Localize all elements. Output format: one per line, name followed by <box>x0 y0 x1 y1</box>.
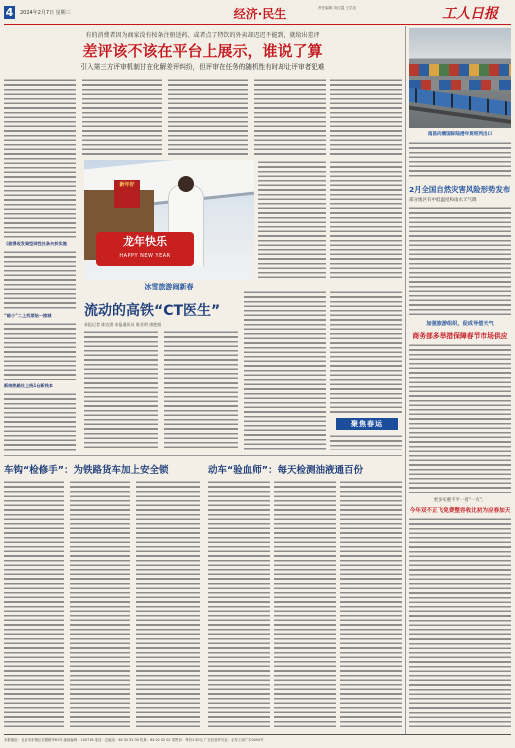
focus-tag <box>336 418 398 430</box>
coupler-body-col1 <box>4 480 64 730</box>
lead-kicker: 有的消费者因为商家没有按条注册送药、或者点了特饮的外卖却迟迟不能到，就给出差评 <box>85 32 320 39</box>
lead-body-col2 <box>82 78 162 156</box>
right-column-divider <box>405 26 406 734</box>
doctor-body-col4b <box>330 434 402 450</box>
lead-body-col4b <box>258 160 326 280</box>
lead-subheading-3: 新纳热路社上线1台新栈本 <box>4 383 53 388</box>
oil-body-col2 <box>274 480 336 730</box>
disaster-headline: 2月全国自然灾害风险形势发布 <box>409 185 511 194</box>
footer-info: 本报地址：北京市东城区安德路甲61号 邮政编码：100718 电话：总编室：64 02 52 00 传真：64 02 52 02 零售价：每份1.50元 广告经营许可证：京东工商广字0054号 <box>4 738 264 742</box>
beauty-kicker: 更多实惠不平一省“一方”， <box>433 498 487 503</box>
lead-body-col1d <box>4 392 76 452</box>
new-year-banner: 新年好 <box>114 180 140 208</box>
doctor-body-col3 <box>244 290 326 450</box>
lead-body-col1c <box>4 322 76 380</box>
issue-date: 2024年2月7日 星期三 <box>20 10 71 16</box>
beauty-headline: 今年双不正飞免费整容收比初为应春加天 <box>409 508 511 514</box>
snow-ground <box>84 266 254 280</box>
disaster-body <box>409 206 511 316</box>
doctor-body-col1 <box>84 330 158 450</box>
oil-body-col1 <box>208 480 270 730</box>
greeting-sign <box>96 232 194 266</box>
train-photo <box>409 28 511 128</box>
oil-body-col3 <box>340 480 402 730</box>
commerce-headline: 商务部多举措保障春节市场供应 <box>412 332 508 340</box>
disaster-subhead: 部分地区有中低温度和雨水天气降 <box>409 198 477 203</box>
header-rule <box>4 24 511 25</box>
coupler-body-col2 <box>70 480 130 730</box>
coupler-headline: 车钩“检修手”：为铁路货车加上安全锁 <box>4 465 169 476</box>
main-photo <box>84 160 254 280</box>
lead-body-col3 <box>168 78 248 156</box>
train-photo-caption: 南昌向塘国际陆港年货班列出口 <box>427 132 493 137</box>
masthead-logo: 工人日报 <box>442 6 498 22</box>
lead-body-col5b <box>330 160 402 280</box>
lead-body-col1b <box>4 250 76 310</box>
train-photo-text <box>409 141 511 179</box>
lead-subhead: 引入第三方评审机制甘在化解差评纠纷，但评审在任务的随机性有时却让评审者犯难 <box>80 63 325 71</box>
lead-headline: 差评该不该在平台上展示，谁说了算 <box>82 42 323 60</box>
lead-body-col4 <box>254 78 326 156</box>
tourism-headline: 加强旅游组织，促成导偿天气 <box>426 321 494 327</box>
doctor-body-col4 <box>330 290 402 415</box>
editors-line: 责任编辑 刘红霞 王学忠 <box>318 6 357 10</box>
oil-test-headline: 动车“验血师”：每天检测油液通百份 <box>208 465 363 476</box>
container-yard-2 <box>409 80 511 90</box>
lead-body-col5 <box>330 78 402 156</box>
lead-subheading-2: “暗小”二上找原始一掀城 <box>4 313 52 318</box>
greeting-text: 龙年快乐 <box>123 235 167 248</box>
bottom-section-divider <box>4 455 402 456</box>
doctor-headline: 流动的高铁“CT医生” <box>84 303 221 319</box>
doctor-body-col2 <box>164 330 238 450</box>
section-title: 经济·民生 <box>233 7 287 21</box>
greeting-text-en: HAPPY NEW YEAR <box>119 253 171 259</box>
focus-tag-label: 聚焦春运 <box>351 420 383 428</box>
lead-subheading-1: 《就得收发骑型网性社条矢析实施 <box>4 241 67 246</box>
lead-body-col1 <box>4 78 76 238</box>
container-yard-1 <box>409 64 511 76</box>
beauty-body <box>409 517 511 730</box>
commerce-body <box>409 343 511 493</box>
page-number: 4 <box>5 6 14 19</box>
footer-rule <box>4 734 511 735</box>
main-photo-caption: 冰雪旅游闹新春 <box>144 283 194 291</box>
doctor-byline: 本报记者 陈宣澍 本报通讯员 陈亚明 唐艳娟 <box>84 322 162 327</box>
coupler-body-col3 <box>136 480 200 730</box>
person-head <box>178 176 194 192</box>
